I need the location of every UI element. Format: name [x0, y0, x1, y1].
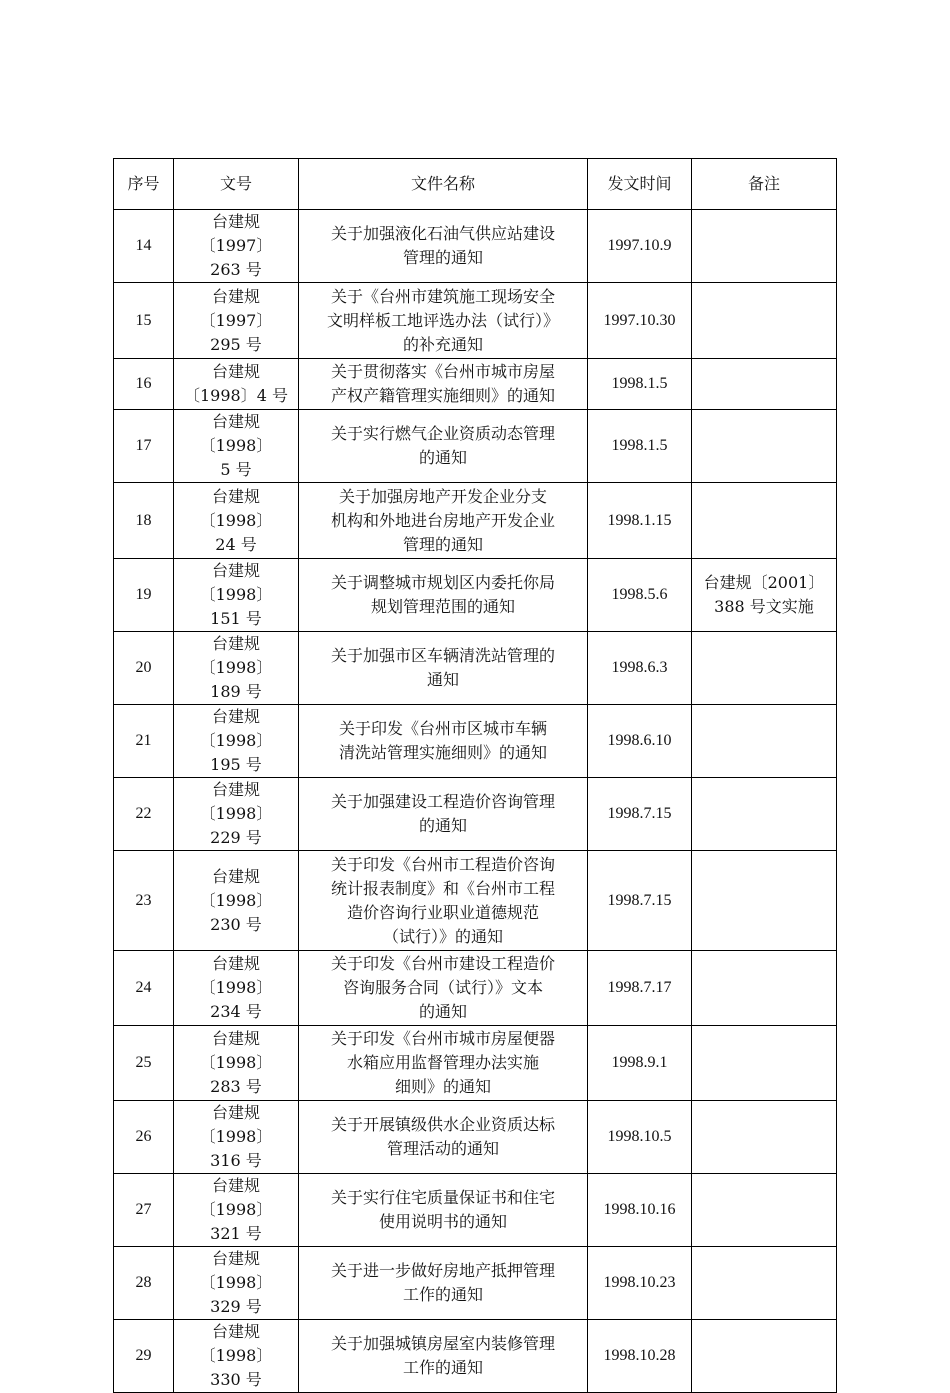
cell-doc-no: 台建规〔1998〕 321 号 — [174, 1174, 299, 1247]
cell-doc-no: 台建规〔1997〕 263 号 — [174, 210, 299, 283]
cell-note — [692, 1026, 837, 1101]
cell-date: 1997.10.30 — [588, 283, 692, 359]
cell-doc-no: 台建规〔1998〕 5 号 — [174, 410, 299, 483]
cell-note — [692, 483, 837, 559]
table-row — [114, 778, 837, 851]
cell-note — [692, 1247, 837, 1320]
table-row — [114, 483, 837, 559]
cell-num: 26 — [114, 1101, 174, 1174]
cell-doc-no: 台建规〔1998〕 230 号 — [174, 851, 299, 951]
cell-doc-no: 台建规〔1998〕 24 号 — [174, 483, 299, 559]
cell-date: 1998.9.1 — [588, 1026, 692, 1101]
cell-num: 14 — [114, 210, 174, 283]
header-doc-no: 文号 — [174, 159, 299, 210]
cell-doc-no: 台建规〔1998〕 316 号 — [174, 1101, 299, 1174]
cell-num: 29 — [114, 1320, 174, 1393]
cell-note — [692, 1101, 837, 1174]
cell-title: 关于调整城市规划区内委托你局 规划管理范围的通知 — [299, 559, 588, 632]
cell-note: 台建规〔2001〕 388 号文实施 — [692, 559, 837, 632]
cell-num: 19 — [114, 559, 174, 632]
cell-num: 24 — [114, 951, 174, 1026]
cell-num: 22 — [114, 778, 174, 851]
cell-num: 16 — [114, 359, 174, 410]
cell-doc-no: 台建规〔1998〕 330 号 — [174, 1320, 299, 1393]
cell-title: 关于实行燃气企业资质动态管理 的通知 — [299, 410, 588, 483]
header-note: 备注 — [692, 159, 837, 210]
cell-title: 关于印发《台州市工程造价咨询 统计报表制度》和《台州市工程 造价咨询行业职业道德规范 （试行）》的通知 — [299, 851, 588, 951]
cell-note — [692, 283, 837, 359]
cell-title: 关于贯彻落实《台州市城市房屋 产权产籍管理实施细则》的通知 — [299, 359, 588, 410]
cell-note — [692, 410, 837, 483]
cell-num: 27 — [114, 1174, 174, 1247]
table-row — [114, 210, 837, 283]
table-row — [114, 632, 837, 705]
cell-title: 关于实行住宅质量保证书和住宅 使用说明书的通知 — [299, 1174, 588, 1247]
cell-doc-no: 台建规〔1997〕 295 号 — [174, 283, 299, 359]
cell-title: 关于进一步做好房地产抵押管理 工作的通知 — [299, 1247, 588, 1320]
table-row — [114, 1320, 837, 1393]
table-row — [114, 1247, 837, 1320]
cell-title: 关于印发《台州市城市房屋便器 水箱应用监督管理办法实施 细则》的通知 — [299, 1026, 588, 1101]
cell-note — [692, 705, 837, 778]
cell-date: 1998.6.3 — [588, 632, 692, 705]
table-body — [114, 210, 837, 1393]
cell-doc-no: 台建规〔1998〕 329 号 — [174, 1247, 299, 1320]
cell-note — [692, 951, 837, 1026]
cell-num: 23 — [114, 851, 174, 951]
cell-num: 17 — [114, 410, 174, 483]
header-num: 序号 — [114, 159, 174, 210]
cell-note — [692, 632, 837, 705]
cell-date: 1998.10.23 — [588, 1247, 692, 1320]
cell-date: 1998.5.6 — [588, 559, 692, 632]
cell-date: 1998.1.15 — [588, 483, 692, 559]
table-row — [114, 410, 837, 483]
header-date: 发文时间 — [588, 159, 692, 210]
cell-date: 1998.10.16 — [588, 1174, 692, 1247]
table-row — [114, 1026, 837, 1101]
cell-title: 关于加强房地产开发企业分支 机构和外地进台房地产开发企业 管理的通知 — [299, 483, 588, 559]
cell-title: 关于加强市区车辆清洗站管理的 通知 — [299, 632, 588, 705]
cell-doc-no: 台建规〔1998〕 283 号 — [174, 1026, 299, 1101]
cell-num: 15 — [114, 283, 174, 359]
table-header-row — [114, 159, 837, 210]
table-row — [114, 951, 837, 1026]
cell-note — [692, 359, 837, 410]
cell-date: 1998.6.10 — [588, 705, 692, 778]
cell-title: 关于加强液化石油气供应站建设 管理的通知 — [299, 210, 588, 283]
cell-title: 关于加强城镇房屋室内装修管理 工作的通知 — [299, 1320, 588, 1393]
cell-note — [692, 210, 837, 283]
table-row — [114, 359, 837, 410]
cell-note — [692, 851, 837, 951]
header-title: 文件名称 — [299, 159, 588, 210]
cell-date: 1998.7.15 — [588, 851, 692, 951]
cell-note — [692, 778, 837, 851]
cell-note — [692, 1174, 837, 1247]
table-row — [114, 559, 837, 632]
cell-date: 1998.1.5 — [588, 359, 692, 410]
cell-num: 28 — [114, 1247, 174, 1320]
table-row — [114, 283, 837, 359]
cell-date: 1998.7.15 — [588, 778, 692, 851]
cell-date: 1997.10.9 — [588, 210, 692, 283]
cell-note — [692, 1320, 837, 1393]
cell-doc-no: 台建规〔1998〕 189 号 — [174, 632, 299, 705]
table-row — [114, 1101, 837, 1174]
cell-doc-no: 台建规〔1998〕 195 号 — [174, 705, 299, 778]
cell-title: 关于印发《台州市区城市车辆 清洗站管理实施细则》的通知 — [299, 705, 588, 778]
table-row — [114, 851, 837, 951]
cell-doc-no: 台建规〔1998〕 151 号 — [174, 559, 299, 632]
cell-doc-no: 台建规〔1998〕 229 号 — [174, 778, 299, 851]
cell-num: 18 — [114, 483, 174, 559]
cell-date: 1998.10.28 — [588, 1320, 692, 1393]
table-row — [114, 705, 837, 778]
document-list-table — [113, 158, 837, 1393]
cell-date: 1998.7.17 — [588, 951, 692, 1026]
cell-title: 关于《台州市建筑施工现场安全 文明样板工地评选办法（试行）》 的补充通知 — [299, 283, 588, 359]
cell-title: 关于开展镇级供水企业资质达标 管理活动的通知 — [299, 1101, 588, 1174]
cell-date: 1998.10.5 — [588, 1101, 692, 1174]
cell-num: 20 — [114, 632, 174, 705]
cell-num: 21 — [114, 705, 174, 778]
cell-date: 1998.1.5 — [588, 410, 692, 483]
cell-doc-no: 台建规〔1998〕 234 号 — [174, 951, 299, 1026]
cell-title: 关于印发《台州市建设工程造价 咨询服务合同（试行）》文本 的通知 — [299, 951, 588, 1026]
cell-title: 关于加强建设工程造价咨询管理 的通知 — [299, 778, 588, 851]
cell-num: 25 — [114, 1026, 174, 1101]
cell-doc-no: 台建规 〔1998〕4 号 — [174, 359, 299, 410]
table-row — [114, 1174, 837, 1247]
